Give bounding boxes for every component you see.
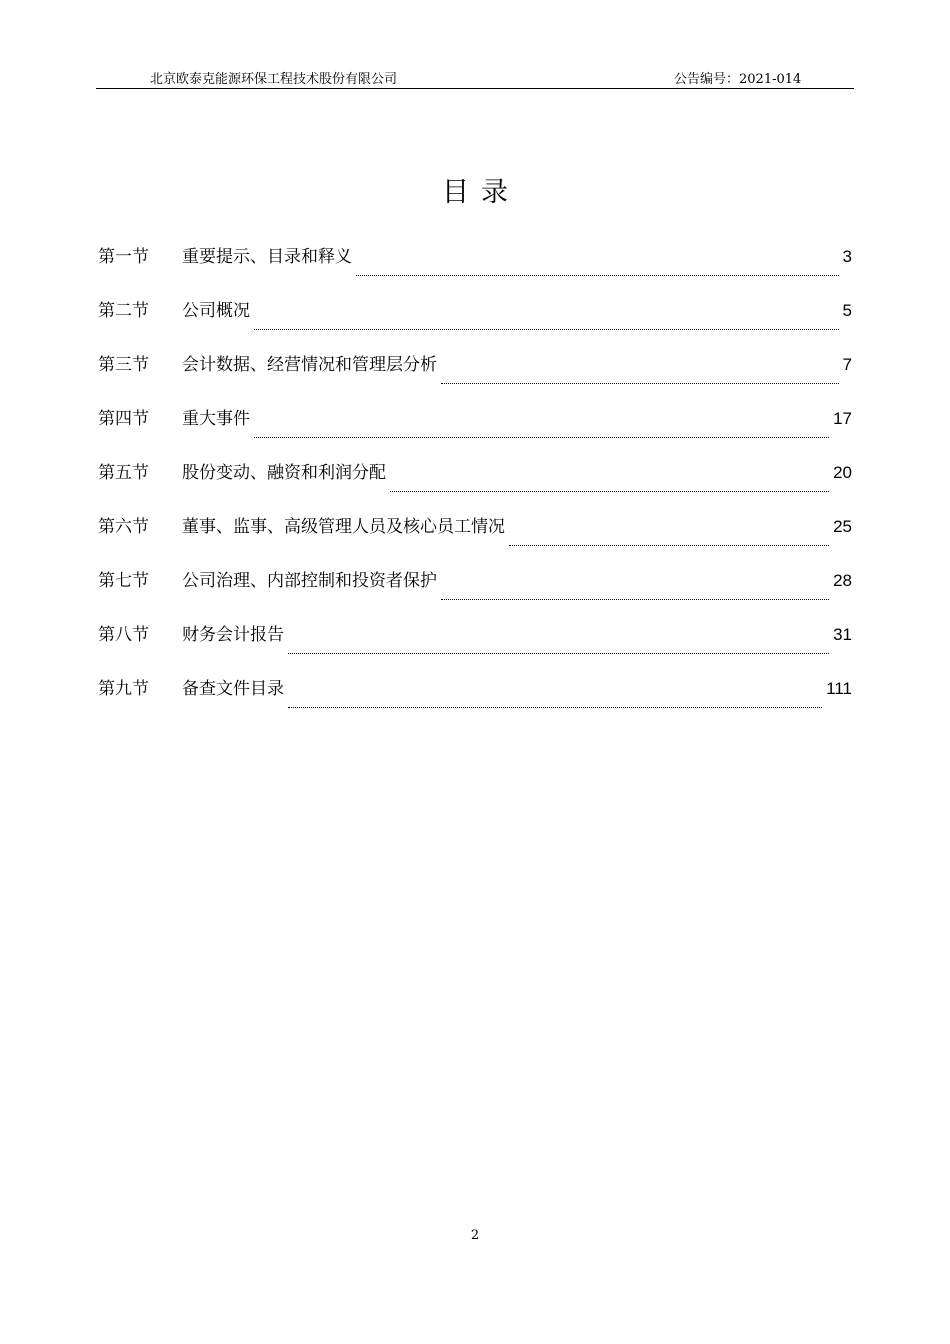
toc-entry-title: 公司概况 [182,301,250,321]
toc-section-label: 第七节 [98,571,149,591]
toc-section-label: 第六节 [98,517,149,537]
toc-page-number: 5 [842,301,852,320]
notice-number: 公告编号：2021-014 [674,72,802,87]
toc-page-number: 31 [833,625,852,644]
toc-leader-dots [254,436,829,438]
toc-leader-dots [288,706,822,708]
toc-page-number: 28 [833,571,852,590]
toc-section-label: 第八节 [98,625,149,645]
toc-entry-title: 备查文件目录 [182,679,284,699]
toc-page-number: 17 [833,409,852,428]
toc-leader-dots [390,490,829,492]
toc-entry[interactable] [98,458,852,512]
toc-leader-dots [441,382,839,384]
toc-entry[interactable] [98,242,852,296]
toc-entry[interactable] [98,620,852,674]
toc-section-label: 第一节 [98,247,149,267]
toc-entry[interactable] [98,512,852,566]
toc-leader-dots [254,328,839,330]
toc-entry-title: 会计数据、经营情况和管理层分析 [182,355,437,375]
toc-page-number: 7 [842,355,852,374]
toc-entry-title: 股份变动、融资和利润分配 [182,463,386,483]
page-header [96,64,854,89]
table-of-contents [98,242,852,728]
page-number: 2 [470,1228,480,1243]
toc-leader-dots [356,274,839,276]
toc-entry-title: 财务会计报告 [182,625,284,645]
toc-leader-dots [441,598,829,600]
toc-entry-title: 重大事件 [182,409,250,429]
toc-section-label: 第二节 [98,301,149,321]
toc-leader-dots [509,544,829,546]
toc-section-label: 第九节 [98,679,149,699]
toc-section-label: 第三节 [98,355,149,375]
toc-page-number: 111 [826,679,852,698]
toc-title: 目录 [442,177,520,208]
toc-entry-title: 董事、监事、高级管理人员及核心员工情况 [182,517,505,537]
toc-leader-dots [288,652,829,654]
toc-entry[interactable] [98,674,852,728]
toc-entry[interactable] [98,566,852,620]
toc-section-label: 第四节 [98,409,149,429]
toc-page-number: 3 [842,247,852,266]
toc-entry[interactable] [98,404,852,458]
toc-page-number: 20 [833,463,852,482]
toc-section-label: 第五节 [98,463,149,483]
toc-page-number: 25 [833,517,852,536]
toc-entry-title: 公司治理、内部控制和投资者保护 [182,571,437,591]
toc-entry[interactable] [98,350,852,404]
company-name: 北京欧泰克能源环保工程技术股份有限公司 [150,72,398,87]
toc-entry[interactable] [98,296,852,350]
toc-entry-title: 重要提示、目录和释义 [182,247,352,267]
